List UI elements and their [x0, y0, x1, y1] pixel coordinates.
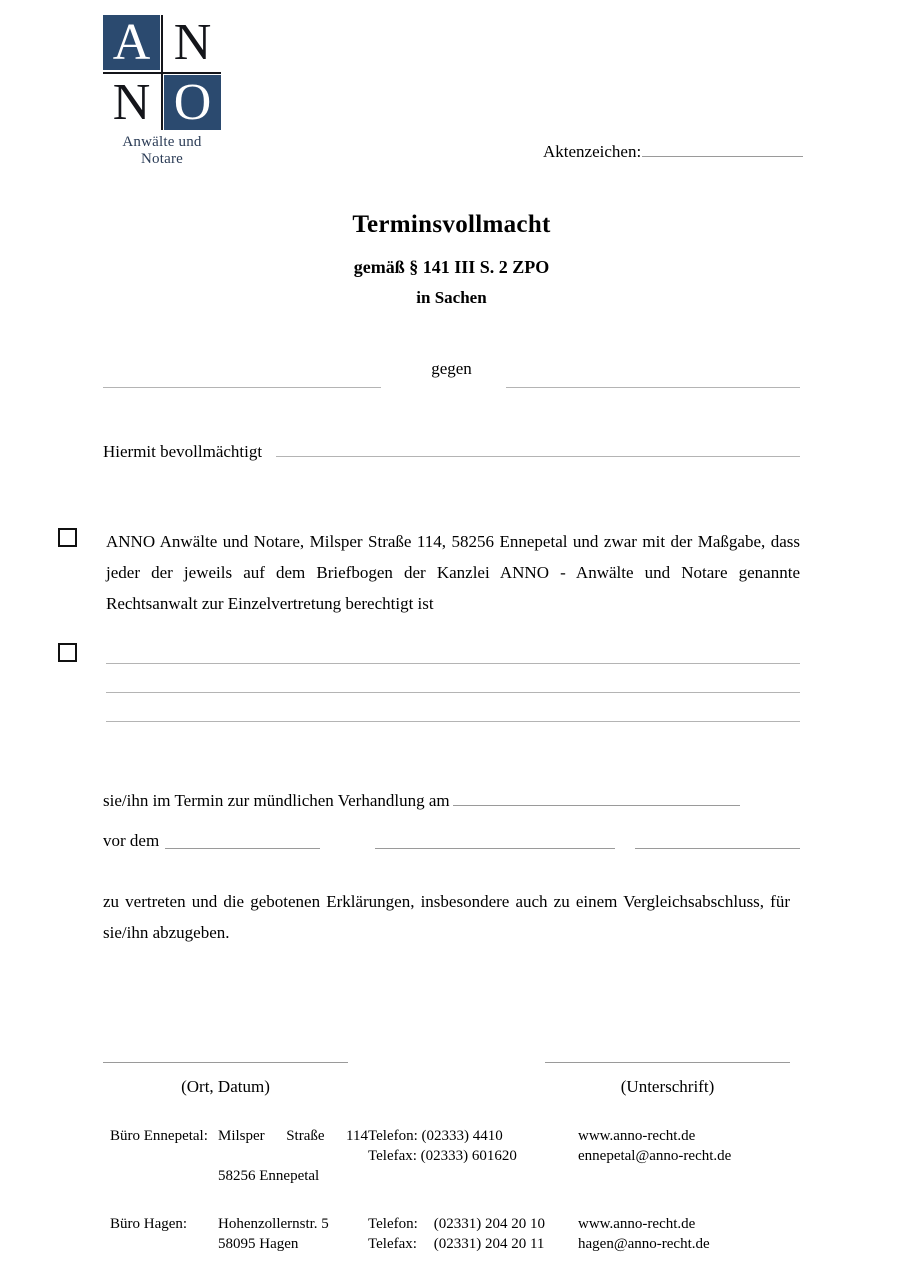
place-date-signature-block [103, 1062, 348, 1097]
footer-contact [110, 1126, 810, 1280]
place-date-signature-line[interactable] [103, 1062, 348, 1063]
court-input-line-1[interactable] [165, 848, 320, 849]
office-website[interactable]: www.anno-recht.de [578, 1128, 696, 1144]
logo-letter-n-top: N [164, 15, 221, 70]
office-website[interactable]: www.anno-recht.de [578, 1216, 696, 1232]
logo-letter-n-bottom: N [103, 75, 160, 130]
logo-grid [103, 15, 221, 130]
logo-tagline: Anwälte und Notare [122, 134, 202, 167]
authorize-row [103, 438, 800, 462]
office-fax-key: Telefax: [368, 1236, 417, 1252]
office-fax-value: (02331) 204 20 11 [433, 1236, 545, 1252]
court-input-line-3[interactable] [635, 848, 800, 849]
office-phone-value: (02333) 4410 [421, 1128, 503, 1144]
office-fax-line [368, 1146, 578, 1166]
office-phone-key: Telefon: [368, 1128, 418, 1144]
plaintiff-input-line[interactable] [103, 386, 381, 388]
office-block [110, 1126, 810, 1186]
logo-letter-a: A [103, 15, 160, 70]
page-subtitle: gemäß § 141 III S. 2 ZPO [353, 257, 550, 277]
office-address [218, 1214, 368, 1254]
office-address-line1: Hohenzollernstr. 5 [218, 1216, 329, 1232]
office-fax-value: (02333) 601620 [420, 1148, 517, 1164]
hearing-date-input-line[interactable] [453, 788, 740, 806]
closing-paragraph: zu vertreten und die gebotenen Erklärungen, insbesondere auch zu einem Vergleichsabschluss, für sie/ihn abzugeben. [103, 892, 790, 942]
office-email[interactable]: ennepetal@anno-recht.de [578, 1148, 732, 1164]
authorize-input-line[interactable] [276, 438, 800, 457]
office-web [578, 1214, 810, 1254]
reference-field [543, 141, 803, 162]
versus-label: gegen [431, 359, 472, 378]
custom-input-line-2[interactable] [106, 692, 800, 693]
office-web [578, 1126, 810, 1166]
office-fax-line [368, 1234, 578, 1254]
authorize-label: Hiermit bevollmächtigt [103, 442, 263, 461]
option-anno-text: ANNO Anwälte und Notare, Milsper Straße 114, 58256 Ennepetal und zwar mit der Maßgabe, dass jeder der jeweils auf dem Briefbogen der Kanzlei ANNO - Anwälte und Notare genannte Rechtsanwalt zur Einzelvertretung berechtigt ist [106, 532, 800, 613]
signature-line[interactable] [545, 1062, 790, 1063]
defendant-input-line[interactable] [506, 386, 800, 388]
office-label: Büro Hagen: [110, 1216, 188, 1232]
office-label: Büro Ennepetal: [110, 1128, 208, 1144]
hearing-date-row [103, 788, 800, 811]
signature-caption: (Unterschrift) [620, 1077, 715, 1096]
option-custom[interactable] [58, 641, 800, 722]
custom-input-line-3[interactable] [106, 721, 800, 722]
place-date-caption: (Ort, Datum) [181, 1077, 270, 1096]
custom-input-line-1[interactable] [106, 663, 800, 664]
checkbox-option-custom[interactable] [58, 643, 77, 662]
anno-logo [103, 15, 225, 168]
office-fax-key: Telefax: [368, 1148, 417, 1164]
option-anno-body [106, 526, 800, 619]
office-address-line1: Milsper Straße 114 [218, 1128, 368, 1144]
reference-label: Aktenzeichen: [543, 142, 642, 161]
office-address-line2: 58256 Ennepetal [218, 1168, 320, 1184]
office-address [218, 1126, 368, 1186]
page-title: Terminsvollmacht [352, 211, 551, 238]
office-phone [368, 1126, 578, 1166]
court-label: vor dem [103, 831, 160, 850]
checkbox-option-anno[interactable] [58, 528, 77, 547]
signature-block [545, 1062, 790, 1097]
office-block [110, 1214, 810, 1254]
option-anno[interactable] [58, 526, 800, 619]
option-custom-body [106, 663, 800, 722]
office-address-line2: 58095 Hagen [218, 1236, 299, 1252]
logo-divider-horizontal [103, 72, 221, 74]
office-phone-value: (02331) 204 20 10 [433, 1216, 545, 1232]
office-phone-key: Telefon: [368, 1216, 418, 1232]
parties-row [103, 360, 800, 388]
office-phone-line [368, 1126, 578, 1146]
hearing-date-label: sie/ihn im Termin zur mündlichen Verhandlung am [103, 791, 450, 810]
office-email[interactable]: hagen@anno-recht.de [578, 1236, 710, 1252]
office-phone [368, 1214, 578, 1254]
reference-input-line[interactable] [642, 141, 803, 157]
page-subtitle-in-sachen: in Sachen [416, 288, 487, 307]
court-input-line-2[interactable] [375, 848, 615, 849]
logo-letter-o: O [164, 75, 221, 130]
office-phone-line [368, 1214, 578, 1234]
